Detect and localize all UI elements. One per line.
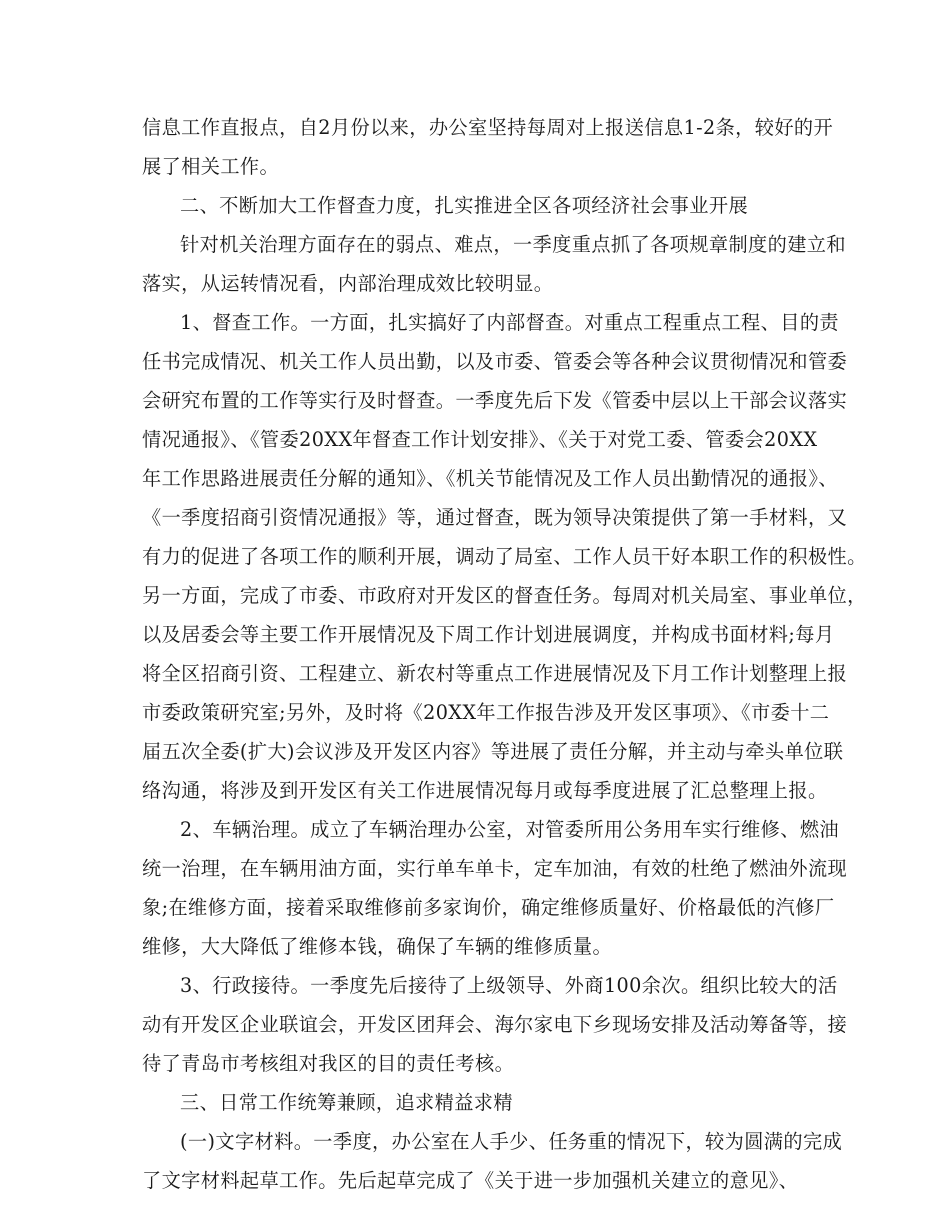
text-line: 年工作思路进展责任分解的通知》、《机关节能情况及工作人员出勤情况的通报》、 xyxy=(142,467,838,490)
text-line: 象;在维修方面，接着采取维修前多家询价，确定维修质量好、价格最低的汽修厂 xyxy=(142,896,835,919)
text-line: 届五次全委(扩大)会议涉及开发区内容》等进展了责任分解，并主动与牵头单位联 xyxy=(142,740,844,763)
text-line: 络沟通，将涉及到开发区有关工作进展情况每月或每季度进展了汇总整理上报。 xyxy=(142,779,828,802)
text-line: 信息工作直报点，自2月份以来，办公室坚持每周对上报送信息1-2条，较好的开 xyxy=(142,116,834,139)
text-line: 会研究布置的工作等实行及时督查。一季度先后下发《管委中层以上干部会议落实 xyxy=(142,389,848,412)
text-line: 任书完成情况、机关工作人员出勤，以及市委、管委会等各种会议贯彻情况和管委 xyxy=(142,350,848,373)
text-line: 待了青岛市考核组对我区的目的责任考核。 xyxy=(142,1052,515,1075)
text-line: 以及居委会等主要工作开展情况及下周工作计划进展调度，并构成书面材料;每月 xyxy=(142,623,835,646)
text-line: 展了相关工作。 xyxy=(142,155,280,178)
text-line: 维修，大大降低了维修本钱，确保了车辆的维修质量。 xyxy=(142,935,613,958)
text-line: 3、行政接待。一季度先后接待了上级领导、外商100余次。组织比较大的活 xyxy=(180,974,838,997)
text-line: 市委政策研究室;另外，及时将《20XX年工作报告涉及开发区事项》、《市委十二 xyxy=(142,701,830,724)
text-line: 2、车辆治理。成立了车辆治理办公室，对管委所用公务用车实行维修、燃油 xyxy=(180,818,839,841)
text-line: 《一季度招商引资情况通报》等，通过督查，既为领导决策提供了第一手材料，又 xyxy=(142,506,848,529)
document-body xyxy=(142,108,867,1200)
text-line: 了文字材料起草工作。先后起草完成了《关于进一步加强机关建立的意见》、 xyxy=(142,1169,799,1192)
text-line: 二、不断加大工作督查力度，扎实推进全区各项经济社会事业开展 xyxy=(180,194,749,217)
text-line: 针对机关治理方面存在的弱点、难点，一季度重点抓了各项规章制度的建立和 xyxy=(180,233,846,256)
text-line: 1、督查工作。一方面，扎实搞好了内部督查。对重点工程重点工程、目的责 xyxy=(180,311,839,334)
text-line: 有力的促进了各项工作的顺利开展，调动了局室、工作人员干好本职工作的积极性。 xyxy=(142,545,867,568)
text-line: 将全区招商引资、工程建立、新农村等重点工作进展情况及下月工作计划整理上报 xyxy=(142,662,848,685)
text-line: 另一方面，完成了市委、市政府对开发区的督查任务。每周对机关局室、事业单位， xyxy=(142,584,867,607)
text-line: 统一治理，在车辆用油方面，实行单车单卡，定车加油，有效的杜绝了燃油外流现 xyxy=(142,857,848,880)
text-line: 动有开发区企业联谊会，开发区团拜会、海尔家电下乡现场安排及活动筹备等，接 xyxy=(142,1013,848,1036)
text-line: 情况通报》、《管委20XX年督查工作计划安排》、《关于对党工委、管委会20XX xyxy=(142,428,818,451)
text-line: 三、日常工作统筹兼顾，追求精益求精 xyxy=(180,1091,513,1114)
text-line: 落实，从运转情况看，内部治理成效比较明显。 xyxy=(142,272,554,295)
text-line: (一)文字材料。一季度，办公室在人手少、任务重的情况下，较为圆满的完成 xyxy=(180,1130,843,1153)
